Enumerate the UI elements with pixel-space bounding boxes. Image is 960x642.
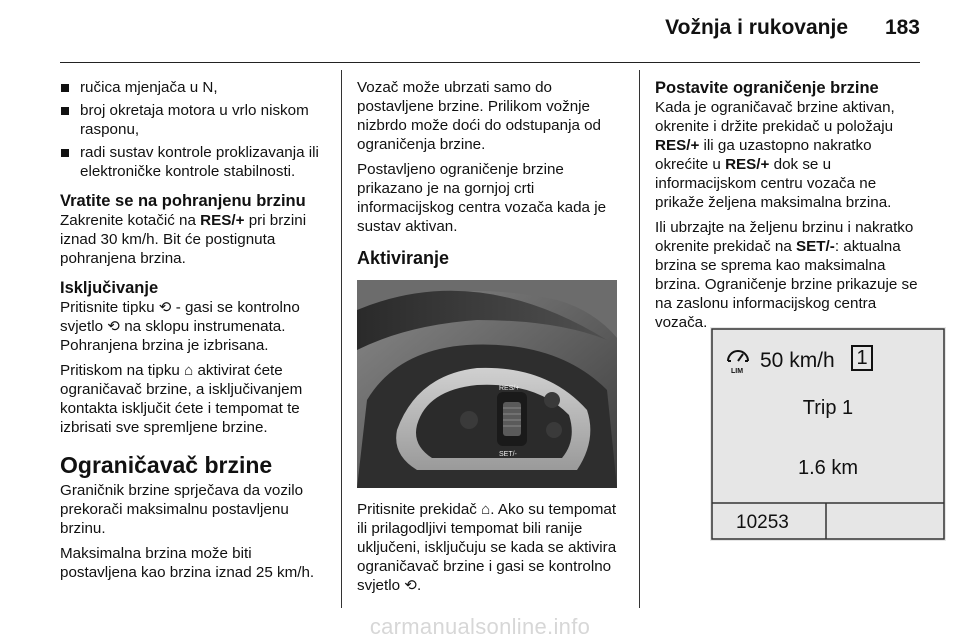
off-heading: Isključivanje [60, 279, 159, 297]
wheel-label-res: RES/+ [499, 385, 520, 392]
control-label: RES/+ [655, 137, 700, 154]
set-limit-paragraph-2 [655, 218, 925, 332]
middle-paragraph-1: Vozač može ubrzati samo do postavljene brzine. Prilikom vožnje nizbrdo može doći do odstupanja od ograničenja brzine. [357, 79, 602, 153]
control-label: RES/+ [725, 156, 770, 173]
list-item [60, 78, 332, 97]
middle-paragraph-3: Pritisnite prekidač ⌂. Ako su tempomat ili prilagodljivi tempomat bili ranije uključeni, isključuju se kada se aktivira ograničavač brzine i gasi se kontrolno svjetlo ⟲. [357, 501, 617, 594]
speed-limiter-icon [724, 345, 752, 375]
text: dok se u informacijskom centru vozača ne prikaže željena maksimalna brzina. [655, 156, 892, 211]
control-label: SET/- [796, 238, 835, 255]
list-item-text: ručica mjenjača u N, [80, 79, 218, 96]
limiter-paragraph-2: Maksimalna brzina može biti postavljena kao brzina iznad 25 km/h. [60, 545, 315, 581]
driver-info-display [710, 327, 946, 541]
column-divider [639, 70, 640, 608]
column-divider [341, 70, 342, 608]
display-speed: 50 km/h [760, 349, 835, 372]
header-rule [60, 62, 920, 63]
set-limit-paragraph-1 [655, 98, 925, 212]
wheel-label-set: SET/- [499, 451, 517, 458]
off-paragraph-2: Pritiskom na tipku ⌂ aktivirat ćete ograničavač brzine, a isključivanjem kontakta isključit ćete i tempomat te izbrisati sve spremljene brzine. [60, 362, 303, 436]
watermark: carmanualsonline.info [369, 614, 591, 639]
middle-paragraph-2: Postavljeno ograničenje brzine prikazano je na gornjoj crti informacijskog centra vozača kada je sustav aktivan. [357, 161, 607, 235]
text: ili ga uzastopno nakratko okrećite u [655, 137, 872, 173]
off-paragraph-1: Pritisnite tipku ⟲ - gasi se kontrolno svjetlo ⟲ na sklopu instrumenata. Pohranjena brzina je izbrisana. [60, 299, 300, 354]
condition-list [60, 78, 332, 181]
text: : aktualna brzina se sprema kao maksimalna brzina. Ograničenje brzine prikazuje se na zaslonu informacijskog centra vozača. [655, 238, 918, 331]
list-item-text: broj okretaja motora u vrlo niskom rasponu, [80, 102, 309, 138]
list-item [60, 143, 332, 181]
limiter-paragraph-1: Graničnik brzine sprječava da vozilo prekorači maksimalnu postavljenu brzinu. [60, 482, 304, 537]
set-limit-heading: Postavite ograničenje brzine [655, 79, 879, 97]
column-right [655, 78, 925, 338]
display-gear: 1 [851, 345, 873, 371]
display-odometer: 10253 [736, 512, 789, 533]
text: Ili ubrzajte na željenu brzinu i nakratko okrenite prekidač na [655, 219, 914, 255]
text: Kada je ograničavač brzine aktivan, okrenite i držite prekidač u položaju [655, 99, 895, 135]
section-title: Vožnja i rukovanje [665, 16, 848, 39]
display-distance: 1.6 km [797, 457, 859, 479]
list-item-text: radi sustav kontrole proklizavanja ili elektroničke kontrole stabilnosti. [80, 144, 319, 180]
restore-paragraph [60, 211, 332, 268]
list-item [60, 101, 332, 139]
steering-wheel-photo [357, 280, 617, 488]
column-middle [357, 78, 629, 601]
column-left [60, 78, 332, 588]
activation-heading: Aktiviranje [357, 248, 450, 268]
text: Zakrenite kotačić na [60, 212, 201, 229]
control-label: RES/+ [200, 212, 245, 229]
restore-heading: Vratite se na pohranjenu brzinu [60, 192, 306, 210]
limiter-heading: Ograničavač brzine [60, 452, 273, 478]
page-header [0, 16, 960, 52]
text: pri brzini iznad 30 km/h. Bit će postignuta pohranjena brzina. [60, 212, 307, 267]
page-number: 183 [884, 16, 920, 39]
lim-label: LIM [731, 368, 744, 375]
display-trip: Trip 1 [802, 397, 854, 419]
